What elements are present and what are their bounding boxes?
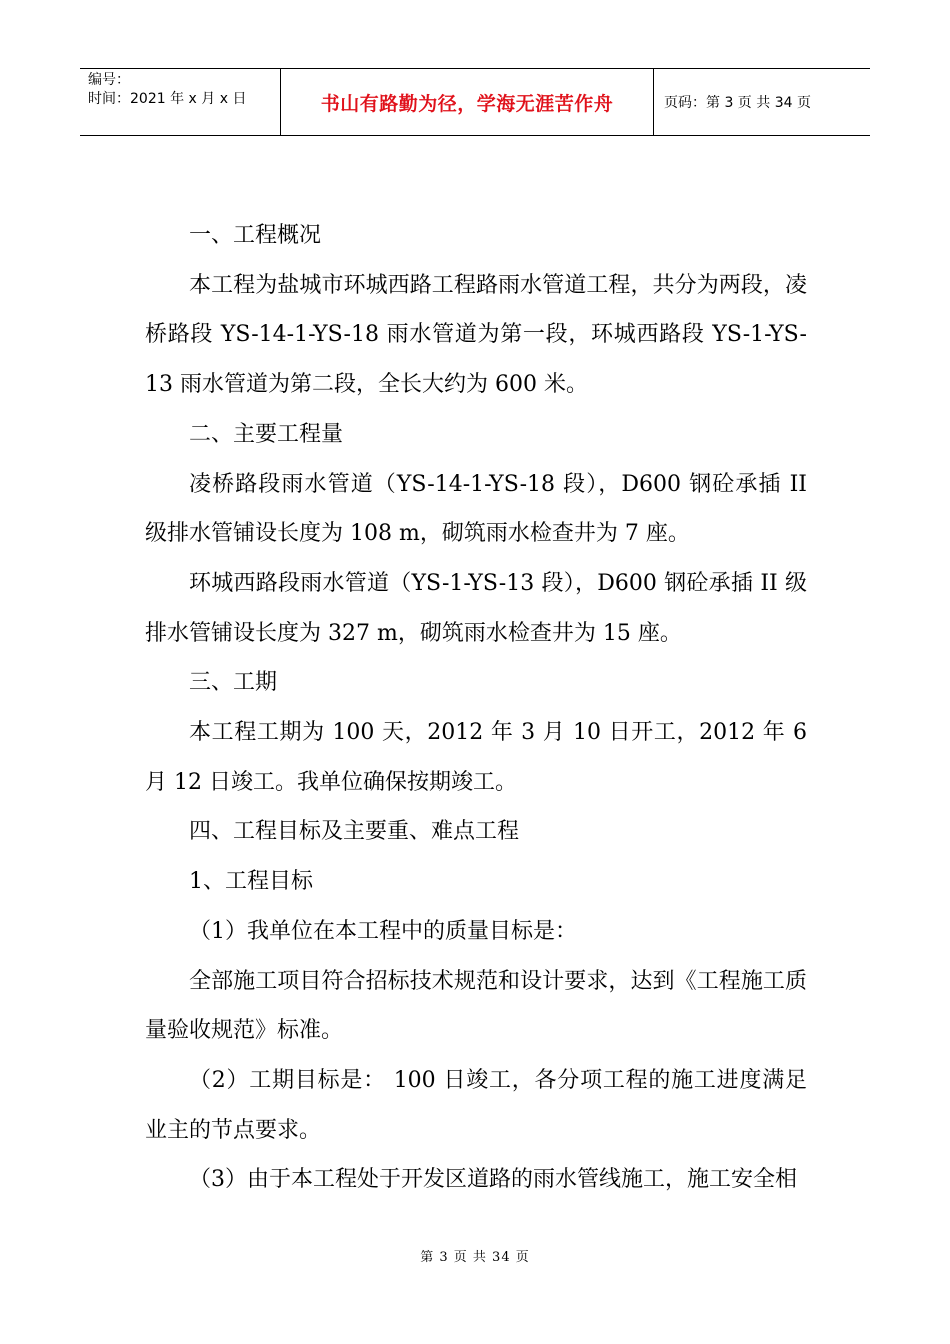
list-item: （3）由于本工程处于开发区道路的雨水管线施工，施工安全相 bbox=[189, 1167, 797, 1193]
document-body bbox=[145, 211, 807, 1205]
page-footer: 第 3 页 共 34 页 bbox=[420, 1250, 530, 1265]
section-heading: 三、工期 bbox=[189, 670, 278, 696]
body-paragraph: 全部施工项目符合招标技术规范和设计要求，达到《工程施工质量验收规范》标准。 bbox=[145, 968, 807, 1044]
list-item: （2）工期目标是： 100 日竣工，各分项工程的施工进度满足业主的节点要求。 bbox=[145, 1067, 807, 1143]
body-paragraph: 本工程为盐城市环城西路工程路雨水管道工程，共分为两段，凌桥路段 YS-14-1-YS-18 雨水管道为第一段，环城西路段 YS-1-YS-13 雨水管道为第二段，全长大约为 600 米。 bbox=[145, 272, 807, 398]
header-page-info: 页码：第 3 页 共 34 页 bbox=[664, 95, 811, 111]
header-motto: 书山有路勤为径，学海无涯苦作舟 bbox=[281, 69, 654, 135]
body-paragraph: 凌桥路段雨水管道（YS-14-1-YS-18 段），D600 钢砼承插 II 级排水管铺设长度为 108 m，砌筑雨水检查井为 7 座。 bbox=[145, 471, 807, 547]
body-paragraph: 本工程工期为 100 天，2012 年 3 月 10 日开工，2012 年 6 月 12 日竣工。我单位确保按期竣工。 bbox=[145, 720, 807, 795]
document-number-label: 编号： bbox=[88, 72, 130, 88]
section-heading: 二、主要工程量 bbox=[189, 421, 344, 447]
header-meta-cell bbox=[80, 69, 281, 135]
section-heading: 四、工程目标及主要重、难点工程 bbox=[189, 819, 520, 845]
document-header bbox=[80, 68, 870, 136]
subsection-heading: 1、工程目标 bbox=[189, 869, 313, 895]
body-paragraph: 环城西路段雨水管道（YS-1-YS-13 段），D600 钢砼承插 II 级排水管铺设长度为 327 m，砌筑雨水检查井为 15 座。 bbox=[145, 570, 807, 646]
section-heading: 一、工程概况 bbox=[189, 223, 322, 248]
list-item: （1）我单位在本工程中的质量目标是： bbox=[189, 918, 577, 944]
document-date: 时间：2021 年 x 月 x 日 bbox=[88, 91, 247, 107]
